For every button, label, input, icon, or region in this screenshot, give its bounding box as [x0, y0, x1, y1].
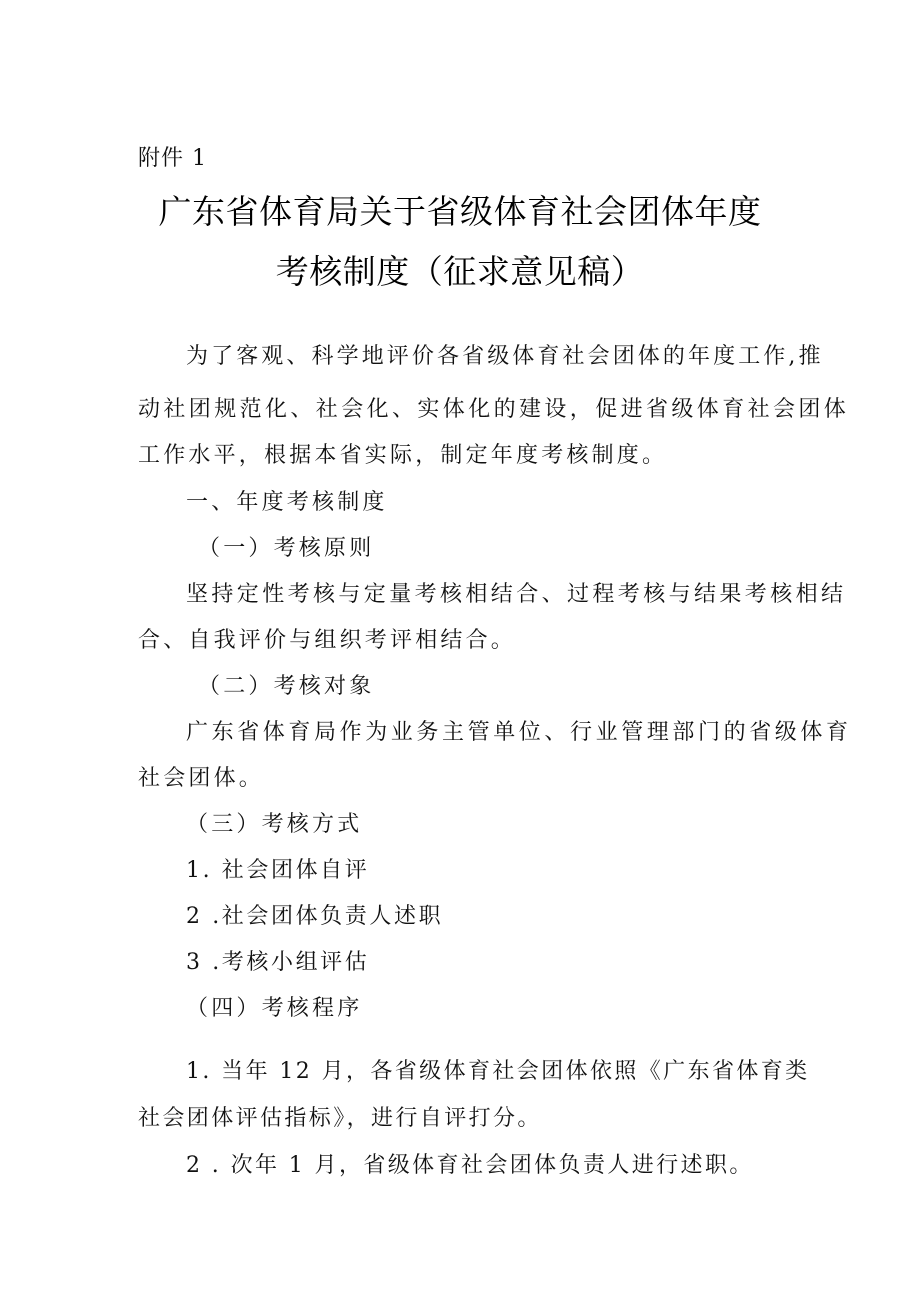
principle-paragraph-line-1: 坚持定性考核与定量考核相结合、过程考核与结果考核相结: [186, 582, 847, 607]
document-title-line-1: 广东省体育局关于省级体育社会团体年度: [158, 192, 762, 231]
method-heading: （三）考核方式: [186, 812, 363, 837]
procedure-heading: （四）考核程序: [186, 996, 363, 1021]
target-paragraph-line-2: 社会团体。: [138, 766, 265, 791]
procedure-step-1-line-2: 社会团体评估指标》，进行自评打分。: [138, 1106, 542, 1131]
principle-paragraph-line-2: 合、自我评价与组织考评相结合。: [138, 628, 517, 653]
document-title-line-2: 考核制度（征求意见稿）: [275, 252, 645, 291]
method-item: 1. 社会团体自评: [186, 858, 370, 883]
principle-heading: （一）考核原则: [198, 536, 375, 561]
section-1-heading: 一、年度考核制度: [186, 490, 388, 515]
intro-paragraph-line-3: 工作水平，根据本省实际，制定年度考核制度。: [138, 443, 668, 468]
target-heading: （二）考核对象: [198, 674, 375, 699]
method-item: 3 .考核小组评估: [186, 950, 370, 975]
method-item: 2 .社会团体负责人述职: [186, 904, 444, 929]
procedure-step-1-line-1: 1. 当年 12 月，各省级体育社会团体依照《广东省体育类: [186, 1059, 810, 1084]
attachment-label: 附件 1: [138, 146, 207, 171]
intro-paragraph-line-1: 为了客观、科学地评价各省级体育社会团体的年度工作,推: [186, 344, 824, 369]
intro-paragraph-line-2: 动社团规范化、社会化、实体化的建设，促进省级体育社会团体: [138, 397, 850, 422]
procedure-step-2: 2 . 次年 1 月，省级体育社会团体负责人进行述职。: [186, 1153, 754, 1178]
target-paragraph-line-1: 广东省体育局作为业务主管单位、行业管理部门的省级体育: [186, 720, 852, 745]
